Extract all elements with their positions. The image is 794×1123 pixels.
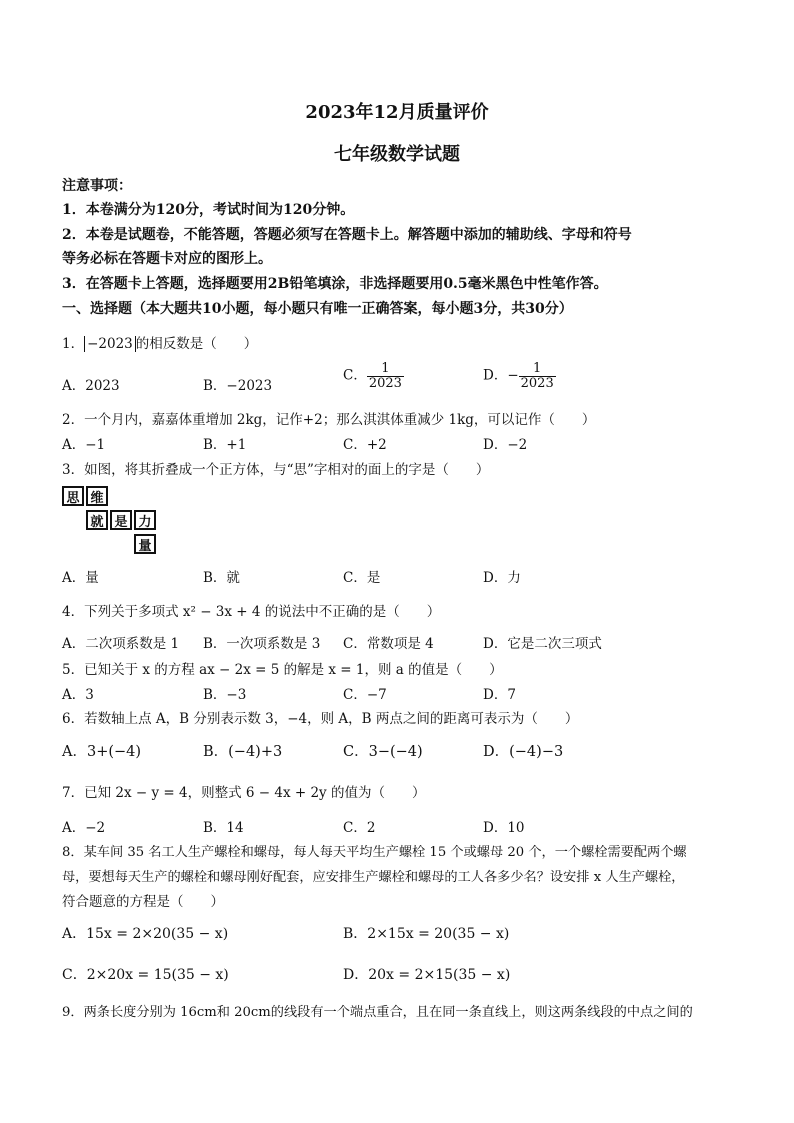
question-8-stem-line-2: 母，要想每天生产的螺栓和螺母刚好配套，应安排生产螺栓和螺母的工人各多少名？设安排 x 人生产螺栓，: [62, 870, 685, 885]
q2-option-d: D．−2: [483, 437, 528, 453]
q3-option-a: A．量: [62, 570, 99, 586]
q1-option-b: B．−2023: [203, 378, 273, 394]
q1-number: 1．: [62, 336, 85, 352]
question-8-stem-line-1: 8．某车间 35 名工人生产螺栓和螺母，每人每天平均生产螺栓 15 个或螺母 20 个，一个螺栓需要配两个螺: [62, 845, 687, 860]
question-6-stem: 6．若数轴上点 A，B 分别表示数 3，−4，则 A，B 两点之间的距离可表示为（ ）: [62, 711, 579, 727]
exam-subtitle: 七年级数学试题: [334, 144, 460, 165]
net-face-wei: 维: [86, 486, 108, 506]
q1-option-d: [483, 362, 556, 390]
q4-option-a: A．二次项系数是 1: [62, 636, 180, 652]
note-2-line-1: 2．本卷是试题卷，不能答题，答题必须写在答题卡上。解答题中添加的辅助线、字母和符号: [62, 227, 632, 243]
note-3: 3．在答题卡上答题，选择题要用2B铅笔填涂，非选择题要用0.5毫米黑色中性笔作答。: [62, 276, 608, 292]
question-5-stem: 5．已知关于 x 的方程 ax − 2x = 5 的解是 x = 1，则 a 的值是（ ）: [62, 662, 503, 678]
fraction-numerator: 1: [381, 361, 390, 376]
q1-option-c: [343, 362, 404, 390]
q4-option-c: C．常数项是 4: [343, 636, 434, 652]
question-8-stem-line-3: 符合题意的方程是（ ）: [62, 894, 224, 910]
question-7-stem: 7．已知 2x − y = 4，则整式 6 − 4x + 2y 的值为（ ）: [62, 785, 426, 801]
q7-option-b: B．14: [203, 820, 244, 836]
net-face-jiu: 就: [86, 510, 108, 530]
q1-suffix: 的相反数是（ ）: [135, 336, 258, 352]
question-9-stem: 9．两条长度分别为 16cm和 20cm的线段有一个端点重合，且在同一条直线上，则这两条线段的中点之间的: [62, 1005, 693, 1020]
note-1: 1．本卷满分为120分，考试时间为120分钟。: [62, 202, 355, 218]
q1-option-c-label: C．: [343, 367, 367, 384]
net-face-li: 力: [134, 510, 156, 530]
q7-option-a: A．−2: [62, 820, 106, 836]
question-2-stem: 2．一个月内，嘉嘉体重增加 2kg，记作+2；那么淇淇体重减少 1kg，可以记作（ ）: [62, 412, 596, 428]
net-face-liang: 量: [134, 534, 156, 554]
question-3-stem: 3．如图，将其折叠成一个正方体，与“思”字相对的面上的字是（ ）: [62, 462, 490, 478]
q6-option-d: D．(−4)−3: [483, 744, 564, 760]
q3-option-d: D．力: [483, 570, 521, 586]
q1-option-a: A．2023: [62, 378, 120, 394]
q7-option-c: C．2: [343, 820, 376, 836]
exam-title: 2023年12月质量评价: [305, 102, 489, 123]
net-face-shi: 是: [110, 510, 132, 530]
q6-option-a: A．3+(−4): [62, 744, 142, 760]
question-4-stem: 4．下列关于多项式 x² − 3x + 4 的说法中不正确的是（ ）: [62, 604, 441, 620]
q5-option-c: C．−7: [343, 687, 387, 703]
fraction-denominator: 2023: [368, 375, 402, 391]
q2-option-a: A．−1: [62, 437, 106, 453]
q8-option-b: B．2×15x = 20(35 − x): [343, 926, 510, 942]
q5-option-a: A．3: [62, 687, 94, 703]
note-2-line-2: 等务必标在答题卡对应的图形上。: [62, 251, 272, 267]
q3-option-b: B．就: [203, 570, 240, 586]
q6-option-c: C．3−(−4): [343, 744, 423, 760]
q1-absolute-value: −2023: [84, 336, 136, 352]
q1-option-c-fraction: [367, 362, 404, 390]
q4-option-d: D．它是二次三项式: [483, 636, 602, 652]
q1-option-d-fraction: [519, 362, 556, 390]
q8-option-d: D．20x = 2×15(35 − x): [343, 967, 511, 983]
q8-option-c: C．2×20x = 15(35 − x): [62, 967, 229, 983]
net-face-si: 思: [62, 486, 84, 506]
q3-option-c: C．是: [343, 570, 381, 586]
q2-option-c: C．+2: [343, 437, 387, 453]
cube-net-figure: [62, 486, 172, 558]
fraction-numerator: 1: [533, 361, 542, 376]
notes-heading: 注意事项：: [62, 178, 132, 194]
q4-option-b: B．一次项系数是 3: [203, 636, 321, 652]
q7-option-d: D．10: [483, 820, 525, 836]
q5-option-b: B．−3: [203, 687, 247, 703]
question-1-stem: [62, 332, 257, 352]
q2-option-b: B．+1: [203, 437, 247, 453]
q8-option-a: A．15x = 2×20(35 − x): [62, 926, 229, 942]
q6-option-b: B．(−4)+3: [203, 744, 283, 760]
q1-option-d-label: D．−: [483, 367, 519, 384]
section-heading: 一、选择题（本大题共10小题，每小题只有唯一正确答案，每小题3分，共30分）: [62, 301, 573, 317]
fraction-denominator: 2023: [520, 375, 554, 391]
q5-option-d: D．7: [483, 687, 516, 703]
